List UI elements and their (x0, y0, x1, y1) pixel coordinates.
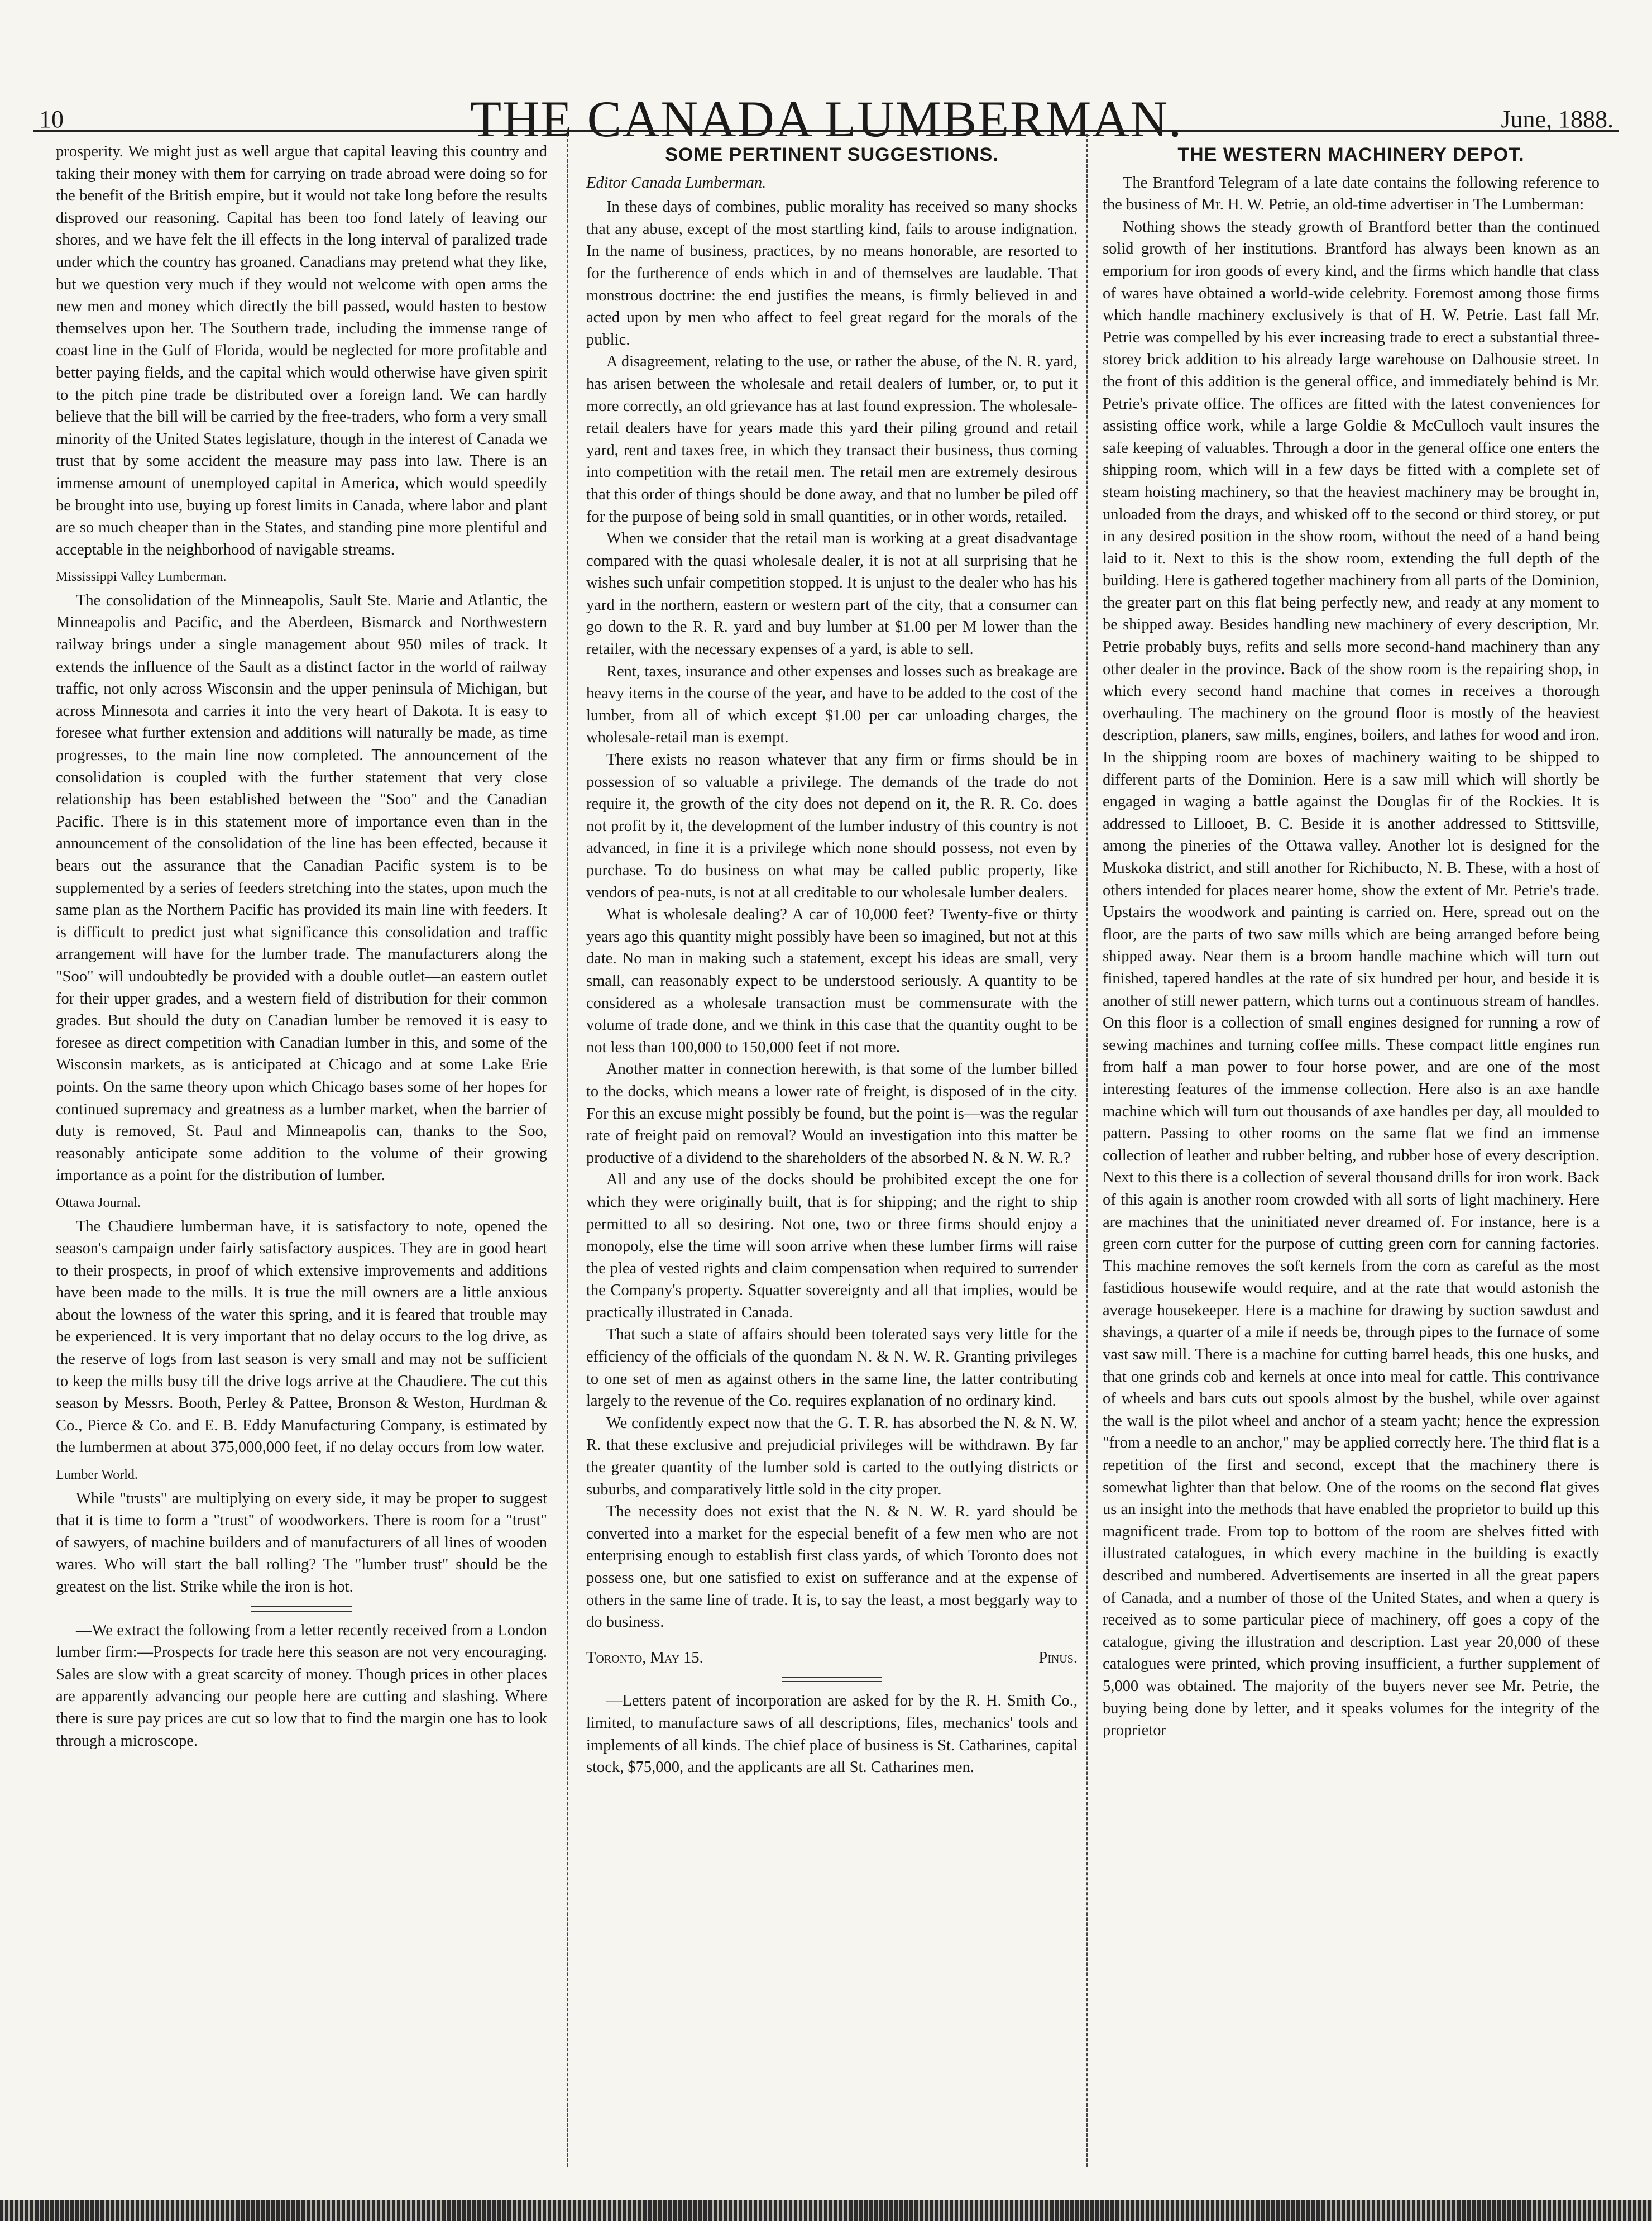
article-paragraph: The consolidation of the Minneapolis, Sault Ste. Marie and Atlantic, the Minneapolis and Pacific, and the Aberdeen, Bismarck and Northwestern railway brings under a single management about 950 miles of track. It extends the influence of the Sault as a distinct factor in the world of railway traffic, not only across Wisconsin and the upper peninsula of Michigan, but across Minnesota and carries it into the very heart of Dakota. It is easy to foresee what further extension and additions will naturally be made, as time progresses, to the main line now completed. The announcement of the consolidation is coupled with the further statement that very close relationship has been established between the "Soo" and the Canadian Pacific. There is in this statement more of importance even than in the announcement of the consolidation of the line has been effected, because it bears out the assurance that the Canadian Pacific system is to be supplemented by a series of feeders stretching into the states, upon much the same plan as the Northern Pacific has provided its main line with feeders. It is difficult to predict just what significance this consolidation and traffic arrangement will have for the lumber trade. The manufacturers along the "Soo" will undoubtedly be provided with a double outlet—an eastern outlet for their upper grades, and a western field of distribution for their common grades. But should the duty on Canadian lumber be removed it is easy to foresee as direct competition with Canadian lumber in this, and some of the Wisconsin markets, as is anticipated at Chicago and at some Lake Erie points. On the same theory upon which Chicago bases some of her hopes for continued supremacy and greatness as a lumber market, when the barrier of duty is removed, St. Paul and Minneapolis can, thanks to the Soo, reasonably anticipate some addition to the volume of their growing importance as a point for the distribution of lumber. (56, 591, 547, 1184)
page-bottom-edge (0, 2200, 1652, 2221)
source-credit: Lumber World. (56, 1468, 138, 1483)
source-credit: Mississippi Valley Lumberman. (56, 570, 227, 585)
article-paragraph: While "trusts" are multiplying on every side, it may be proper to suggest that it is time to form a "trust" of woodworkers. There is room for a "trust" of sawyers, of machine builders and of manufacturers of all lines of wooden wares. Who will start the ball rolling? The "lumber trust" should be the greatest on the list. Strike while the iron is hot. (56, 1489, 547, 1596)
article-paragraph: prosperity. We might just as well argue that capital leaving this country and taking their money with them for carrying on trade abroad were doing so for the benefit of the British empire, but it would not take long before the results disproved our reasoning. Capital has been too fond lately of leaving our shores, and we have felt the ill effects in the long interval of paralized trade under which the country has groaned. Canadians may pretend what they like, but we question very much if they would not welcome with open arms the new men and money which directly the bill passed, would hasten to bestow themselves upon her. The Southern trade, including the immense range of coast line in the Gulf of Florida, would be neglected for more profitable and better paying fields, and the capital which would otherwise have given spirit to the pitch pine trade be distributed over a foreign land. We can hardly believe that the bill will be carried by the free-traders, who form a very small minority of the United States legislature, though in the interest of Canada we trust that by some accident the measure may pass into law. There is an immense amount of unemployed capital in America, which would speedily be brought into use, buying up forest limits in Canada, where labor and plant are so much cheaper than in the States, and standing pine more plentiful and acceptable in the neighborhood of navigable streams. (56, 143, 547, 558)
article-paragraph: Nothing shows the steady growth of Brantford better than the continued solid growth of her institutions. Brantford has always been known as an emporium for iron goods of every kind, and the firms which handle that class of wares have obtained a world-wide celebrity. Foremost among those firms which handle machinery exclusively is that of H. W. Petrie. Last fall Mr. Petrie was compelled by his ever increasing trade to erect a substantial three-storey brick addition to his already large warehouse on Dalhousie street. In the front of this addition is the general office, and immediately behind is Mr. Petrie's private office. The offices are fitted with the latest conveniences for assisting office work, while a large Goldie & McCulloch vault insures the safe keeping of valuables. Through a door in the general office one enters the shipping room, which will in a few days be fitted with a complete set of steam hoisting machinery, so that the heaviest machinery may be brought in, unloaded from the drays, and whisked off to the second or third storey, or put in any desired position in the show room, without the need of a hand being laid to it. Next to this is the show room, extending the full depth of the building. Here is gathered together machinery from all parts of the Dominion, the greater part on this flat being perfectly new, and ready at any moment to be shipped away. Besides handling new machinery of every description, Mr. Petrie probably buys, refits and sells more second-hand machinery than any other dealer in the province. Back of the show room is the repairing shop, in which every second hand machine that comes in receives a thorough overhauling. The machinery on the ground floor is mostly of the heaviest description, planers, saw mills, engines, boilers, and lathes for wood and iron. In the shipping room are boxes of machinery waiting to be shipped to different parts of the Dominion. Here is a saw mill which will shortly be engaged in waging a battle against the Douglas fir of the Rockies. It is addressed to Lillooet, B. C. Beside it is another addressed to Stittsville, among the pineries of the Ottawa valley. Another lot is designed for the Muskoka district, and still another for Richibucto, N. B. These, with a host of others intended for places nearer home, show the extent of Mr. Petrie's trade. Upstairs the woodwork and painting is carried on. Here, spread out on the floor, are the parts of two saw mills which are being arranged before being shipped away. Near them is a broom handle machine which will turn out finished, tapered handles at the rate of six hundred per hour, and beside it is another of still newer pattern, which turns out a continuous stream of handles. On this floor is a collection of small engines designed for running a row of sewing machines and turning coffee mills. These compact little engines run from half a man power to four horse power, and are one of the most interesting features of the immense collection. Here also is an axe handle machine which will turn out thousands of axe handles per day, all moulded to pattern. Passing to other rooms on the same flat we find an immense collection of leather and rubber belting, and rubber hose of every description. Next to this there is a collection of several thousand drills for iron work. Back of this again is another room crowded with all sorts of light machinery. Here are machines that the uninitiated never dreamed of. For instance, here is a green corn cutter for the purpose of cutting green corn for canning factories. This machine removes the soft kernels from the corn as careful as the most fastidious housewife would require, and at the rate that would astonish the average housekeeper. Here is a machine for drawing by suction sawdust and shavings, a quarter of a mile if needs be, through pipes to the furnace of some vast saw mill. There is a machine for cutting barrel heads, this one husks, and that one grinds cob and kernels at once into meal for cattle. This contrivance of wheels and bars cuts out spools almost by the bushel, while over against the wall is the pilot wheel and anchor of a steam yacht; hence the expression "from a needle to an anchor," may be applied correctly here. The third flat is a repetition of the first and second, except that the machinery there is somewhat lighter than that below. One of the rooms on the second flat gives us an insight into the methods that have enabled the proprietor to build up this magnificent trade. From top to bottom of the room are shelves fitted with illustrated catalogues, in which every machine in the building is exactly described and numbered. Advertisements are inserted in all the great papers of Canada, and a number of those of the United States, and when a query is received as to some particular piece of machinery, off goes a copy of the catalogue, giving the illustration and description. Last year 20,000 of these catalogues were printed, which proving insufficient, a further supplement of 5,000 was obtained. The majority of the buyers never see Mr. Petrie, the buying being done by letter, and it speaks volumes for the integrity of the proprietor (1103, 218, 1600, 1740)
article-paragraph: What is wholesale dealing? A car of 10,000 feet? Twenty-five or thirty years ago this quantity might possibly have been so imagined, but not at this date. No man in making such a statement, except his ideas are small, very small, can reasonably expect to be understood seriously. A quantity to be considered as a wholesale transaction must be commensurate with the volume of trade done, and we think in this case that the quantity ought to be not less than 100,000 to 150,000 feet if not more. (586, 906, 1078, 1056)
article-paragraph: The Brantford Telegram of a late date contains the following reference to the business of Mr. H. W. Petrie, an old-time advertiser in The Lumberman: (1103, 174, 1600, 214)
article-heading: SOME PERTINENT SUGGESTIONS. (665, 144, 999, 165)
article-heading: THE WESTERN MACHINERY DEPOT. (1177, 144, 1525, 165)
newspaper-title: THE CANADA LUMBERMAN. (470, 90, 1183, 147)
section-separator (782, 1677, 882, 1682)
section-separator (251, 1606, 352, 1612)
article-paragraph: —We extract the following from a letter recently received from a London lumber firm:—Prospects for trade here this season are not very encouraging. Sales are slow with a great scarcity of money. Though prices in other places are apparently advancing our people here are cutting and slashing. Where there is sure pay prices are cut so low that to find the margin one has to look through a microscope. (56, 1621, 547, 1750)
article-paragraph: —Letters patent of incorporation are asked for by the R. H. Smith Co., limited, to manufacture saws of all descriptions, files, mechanics' tools and implements of all kinds. The chief place of business is St. Catharines, capital stock, $75,000, and the applicants are all St. Catharines men. (586, 1692, 1078, 1776)
article-paragraph: In these days of combines, public morality has received so many shocks that any abuse, except of the most startling kind, fails to arouse indignation. In the name of business, practices, by no means honorable, are resorted to for the furtherence of ends which in and of themselves are laudable. That monstrous doctrine: the end justifies the means, is firmly believed in and acted upon by men who affect to feel great regard for the morals of the public. (586, 198, 1078, 348)
source-credit: Ottawa Journal. (56, 1195, 141, 1210)
signature-place-date: Toronto, May 15. (586, 1649, 703, 1666)
masthead-rule (33, 130, 1619, 132)
column-divider (1086, 134, 1088, 2167)
page-number: 10 (39, 106, 64, 133)
column-left (56, 141, 547, 2162)
article-paragraph: The Chaudiere lumberman have, it is satisfactory to note, opened the season's campaign under fairly satisfactory auspices. They are in good heart to their prospects, in proof of which extensive improvements and additions have been made to the mills. It is true the mill owners are a little anxious about the lowness of the water this spring, and it is feared that trouble may be experienced. It is very important that no delay occurs to the log drive, as the reserve of logs from last season is very small and may not be sufficient to keep the mills busy till the drive logs arrive at the Chaudiere. The cut this season by Messrs. Booth, Perley & Pattee, Bronson & Weston, Hurdman & Co., Pierce & Co. and E. B. Eddy Manufacturing Company, is estimated by the lumbermen at about 375,000,000 feet, if no delay occurs from low water. (56, 1217, 547, 1456)
signature-name: Pinus. (1038, 1649, 1078, 1666)
column-divider (567, 134, 568, 2167)
issue-date: June, 1888. (1501, 106, 1613, 133)
article-paragraph: Another matter in connection herewith, is that some of the lumber billed to the docks, which means a lower rate of freight, is disposed of in the city. For this an excuse might possibly be found, but the point is—was the regular rate of freight paid on removal? Would an investigation into this matter be productive of a dividend to the shareholders of the absorbed N. & N. W. R.? (586, 1061, 1078, 1167)
article-paragraph: All and any use of the docks should be prohibited except the one for which they were originally built, that is for shipping; and the right to ship permitted to all so desiring. Not one, two or three firms should enjoy a monopoly, else the time will soon arrive when these lumber firms will raise the plea of vested rights and claim compensation when required to surrender the Company's property. Squatter sovereignty and all that implies, would be practically illustrated in Canada. (586, 1171, 1078, 1321)
column-middle (586, 141, 1078, 2162)
article-paragraph: When we consider that the retail man is working at a great disadvantage compared with the quasi wholesale dealer, it is not at all surprising that he wishes such unfair competition stopped. It is unjust to the dealer who has his yard in the northern, eastern or western part of the city, that a consumer can go down to the R. R. yard and buy lumber at $1.00 per M lower than the retailer, with the necessary expenses of a yard, is able to sell. (586, 530, 1078, 658)
article-paragraph: We confidently expect now that the G. T. R. has absorbed the N. & N. W. R. that these exclusive and prejudicial privileges will be withdrawn. By far the greater quantity of the lumber sold is carted to the outlying districts or suburbs, and comparatively little sold in the city proper. (586, 1414, 1078, 1498)
letter-addressee: Editor Canada Lumberman. (586, 174, 767, 192)
letter-signature (586, 1647, 1078, 1669)
article-paragraph: The necessity does not exist that the N. & N. W. R. yard should be converted into a market for the especial benefit of a few men who are not enterprising enough to establish first class yards, of which Toronto does not possess one, but one satisfied to exist on sufferance and at the expense of others in the same line of trade. It is, to say the least, a most beggarly way to do business. (586, 1503, 1078, 1631)
article-paragraph: There exists no reason whatever that any firm or firms should be in possession of so valuable a privilege. The demands of the trade do not require it, the growth of the city does not depend on it, the R. R. Co. does not profit by it, the development of the lumber industry of this country is not advanced, in fine it is a privilege which none should possess, not even by purchase. To do business on what may be called public property, like vendors of pea-nuts, is not at all creditable to our wholesale lumber dealers. (586, 751, 1078, 901)
article-paragraph: Rent, taxes, insurance and other expenses and losses such as breakage are heavy items in the course of the year, and have to be added to the cost of the lumber, from all of which except $1.00 per car unloading charges, the wholesale-retail man is exempt. (586, 662, 1078, 747)
article-paragraph: That such a state of affairs should been tolerated says very little for the efficiency of the officials of the quondam N. & N. W. R. Granting privileges to one set of men as against others in the same line, the latter contributing largely to the revenue of the Co. requires explanation of no ordinary kind. (586, 1326, 1078, 1410)
column-right (1103, 141, 1600, 2162)
article-paragraph: A disagreement, relating to the use, or rather the abuse, of the N. R. yard, has arisen between the wholesale and retail dealers of lumber, or, to put it more correctly, an old grievance has at last found expression. The wholesale-retail dealers have for years made this yard their piling ground and retail yard, rent and taxes free, in which they transact their business, thus coming into competition with the retail men. The retail men are extremely desirous that this order of things should be done away, and that no lumber be piled off for the purpose of being sold in small quantities, or in other words, retailed. (586, 353, 1078, 526)
